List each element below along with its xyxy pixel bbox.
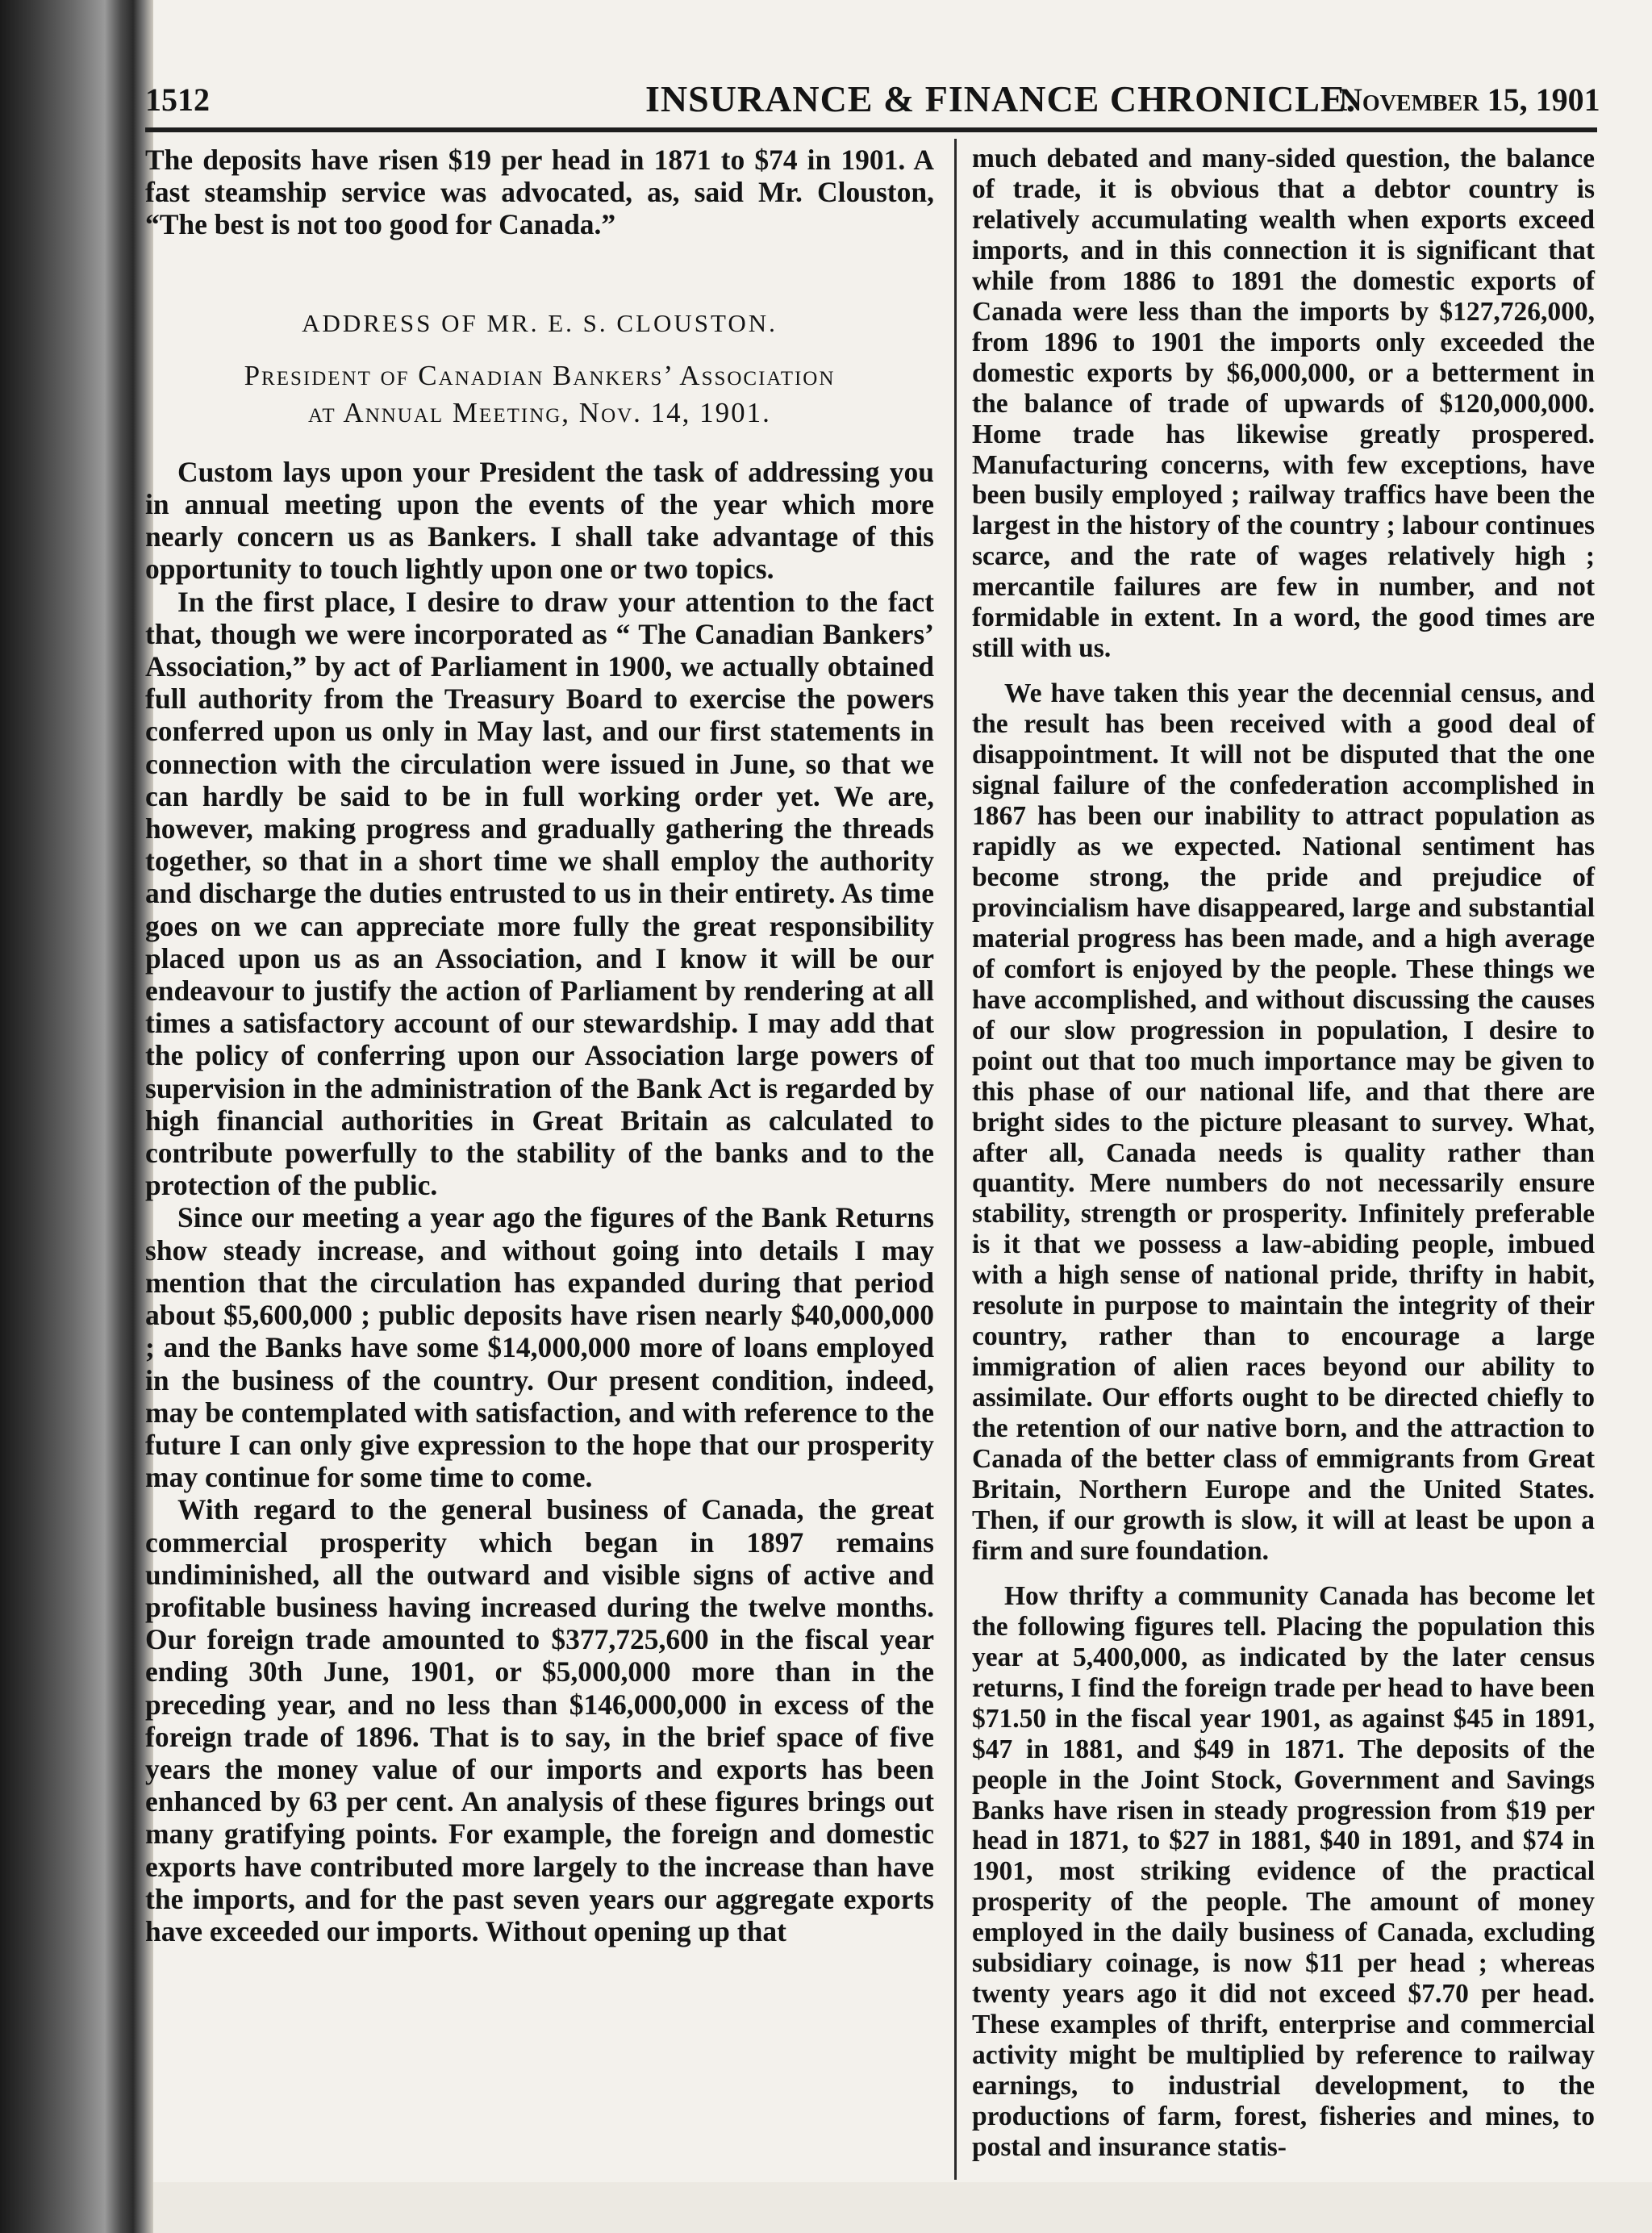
publication-title: INSURANCE & FINANCE CHRONICLE. bbox=[645, 78, 1357, 119]
body-paragraph: In the first place, I desire to draw your attention to the fact that, though we were incorporated as “ The Canadian Bankers’ Association,” by act of Parliament in 1900, we actually obtained full authority from the Treasury Board to exercise the powers conferred upon us only in May last, and our first statements in connection with the circulation were issued in June, so that we can hardly be said to be in full working order yet. We are, however, making progress and gradually gathering the threads together, so that in a short time we shall employ the authority and discharge the duties entrusted to us in their entirety. As time goes on we can appreciate more fully the great responsibility placed upon us as an Association, and I know it will be our endeavour to justify the action of Parliament by rendering at all times a satisfactory account of our stewardship. I may add that the policy of conferring upon our Association large powers of supervision in the administration of the Bank Act is regarded by high financial authorities in Great Britain as calculated to contribute powerfully to the stability of the banks and to the protection of the public. bbox=[145, 585, 934, 1202]
body-paragraph: We have taken this year the decennial census, and the result has been received with a good deal of disappointment. It will not be disputed that the one signal failure of the confederation accomplished in 1867 has been our inability to attract population as rapidly as we expected. National sentiment has become strong, the pride and prejudice of provincialism have disappeared, large and substantial material progress has been made, and a high average of comfort is enjoyed by the people. These things we have accomplished, and without discussing the causes of our slow progression in population, I desire to point out that too much importance may be given to this phase of our national life, and that there are bright sides to the picture pleasant to survey. What, after all, Canada needs is quality rather than quantity. Mere numbers do not necessarily ensure stability, strength or prosperity. Infinitely preferable is it that we possess a law-abiding people, imbued with a high sense of national pride, thrifty in habit, resolute in purpose to maintain the integrity of their country, rather than to encourage a large immigration of alien races beyond our ability to assimilate. Our efforts ought to be directed chiefly to the retention of our native born, and the attraction to Canada of the better class of emmigrants from Great Britain, Northern Europe and the United States. Then, if our growth is slow, it will at least be upon a firm and sure foundation. bbox=[972, 678, 1595, 1566]
subheading-line-1: President of Canadian Bankers’ Association bbox=[244, 359, 836, 391]
left-column bbox=[145, 144, 934, 1947]
bottom-margin bbox=[153, 2182, 1652, 2233]
page-number: 1512 bbox=[145, 81, 210, 118]
intro-paragraph: The deposits have risen $19 per head in 1871 to $74 in 1901. A fast steamship service was advocated, as, said Mr. Clouston, “The best is not too good for Canada.” bbox=[145, 144, 934, 241]
body-paragraph: Since our meeting a year ago the figures of the Bank Returns show steady increase, and without going into details I may mention that the circulation has expanded during that period about $5,600,000 ; public deposits have risen nearly $40,000,000 ; and the Banks have some $14,000,000 more of loans employed in the business of the country. Our present condition, indeed, may be contemplated with satisfaction, and with reference to the future I can only give expression to the hope that our prosperity may continue for some time to come. bbox=[145, 1201, 934, 1494]
column-divider bbox=[954, 139, 957, 2180]
book-binding-edge bbox=[0, 0, 153, 2233]
section-heading: ADDRESS OF MR. E. S. CLOUSTON. bbox=[302, 308, 778, 337]
right-column bbox=[972, 144, 1595, 2163]
issue-date: November 15, 1901 bbox=[1339, 81, 1600, 118]
header-rule bbox=[145, 127, 1597, 132]
body-paragraph: Custom lays upon your President the task of addressing you in annual meeting upon the events of the year which more nearly concern us as Bankers. I shall take advantage of this opportunity to touch lightly upon one or two topics. bbox=[145, 455, 934, 586]
section-subheading bbox=[145, 357, 934, 432]
body-paragraph: much debated and many-sided question, the balance of trade, it is obvious that a debtor country is relatively accumulating wealth when exports exceed imports, and in this connection it is significant that while from 1886 to 1891 the domestic exports of Canada were less than the imports by $127,726,000, from 1896 to 1901 the imports only exceeded the domestic exports by $6,000,000, or a betterment in the balance of trade of upwards of $120,000,000. Home trade has likewise greatly prospered. Manufacturing concerns, with few exceptions, have been busily employed ; railway traffics have been the largest in the history of the country ; labour continues scarce, and the rate of wages relatively high ; mercantile failures are few in number, and not formidable in extent. In a word, the good times are still with us. bbox=[972, 144, 1595, 664]
body-paragraph: With regard to the general business of Canada, the great commercial prosperity which began in 1897 remains undiminished, all the outward and visible signs of active and profitable business having increased during the twelve months. Our foreign trade amounted to $377,725,600 in the fiscal year ending 30th June, 1901, or $5,000,000 more than in the preceding year, and no less than $146,000,000 in excess of the foreign trade of 1896. That is to say, in the brief space of five years the money value of our imports and exports has been enhanced by 63 per cent. An analysis of these figures brings out many gratifying points. For example, the foreign and domestic exports have contributed more largely to the increase than have the imports, and for the past seven years our aggregate exports have exceeded our imports. Without opening up that bbox=[145, 1493, 934, 1947]
body-paragraph: How thrifty a community Canada has become let the following figures tell. Placing the population this year at 5,400,000, as indicated by the later census returns, I find the foreign trade per head to have been $71.50 in the fiscal year 1901, as against $45 in 1891, $47 in 1881, and $49 in 1871. The deposits of the people in the Joint Stock, Government and Savings Banks have risen in steady progression from $19 per head in 1871, to $27 in 1881, $40 in 1891, and $74 in 1901, most striking evidence of the practical prosperity of the people. The amount of money employed in the daily business of Canada, excluding subsidiary coinage, is now $11 per head ; whereas twenty years ago it did not exceed $7.70 per head. These examples of thrift, enterprise and commercial activity might be multiplied by reference to railway earnings, to industrial development, to the productions of farm, forest, fisheries and mines, to postal and insurance statis- bbox=[972, 1580, 1595, 2162]
subheading-line-2: at Annual Meeting, Nov. 14, 1901. bbox=[308, 396, 771, 428]
